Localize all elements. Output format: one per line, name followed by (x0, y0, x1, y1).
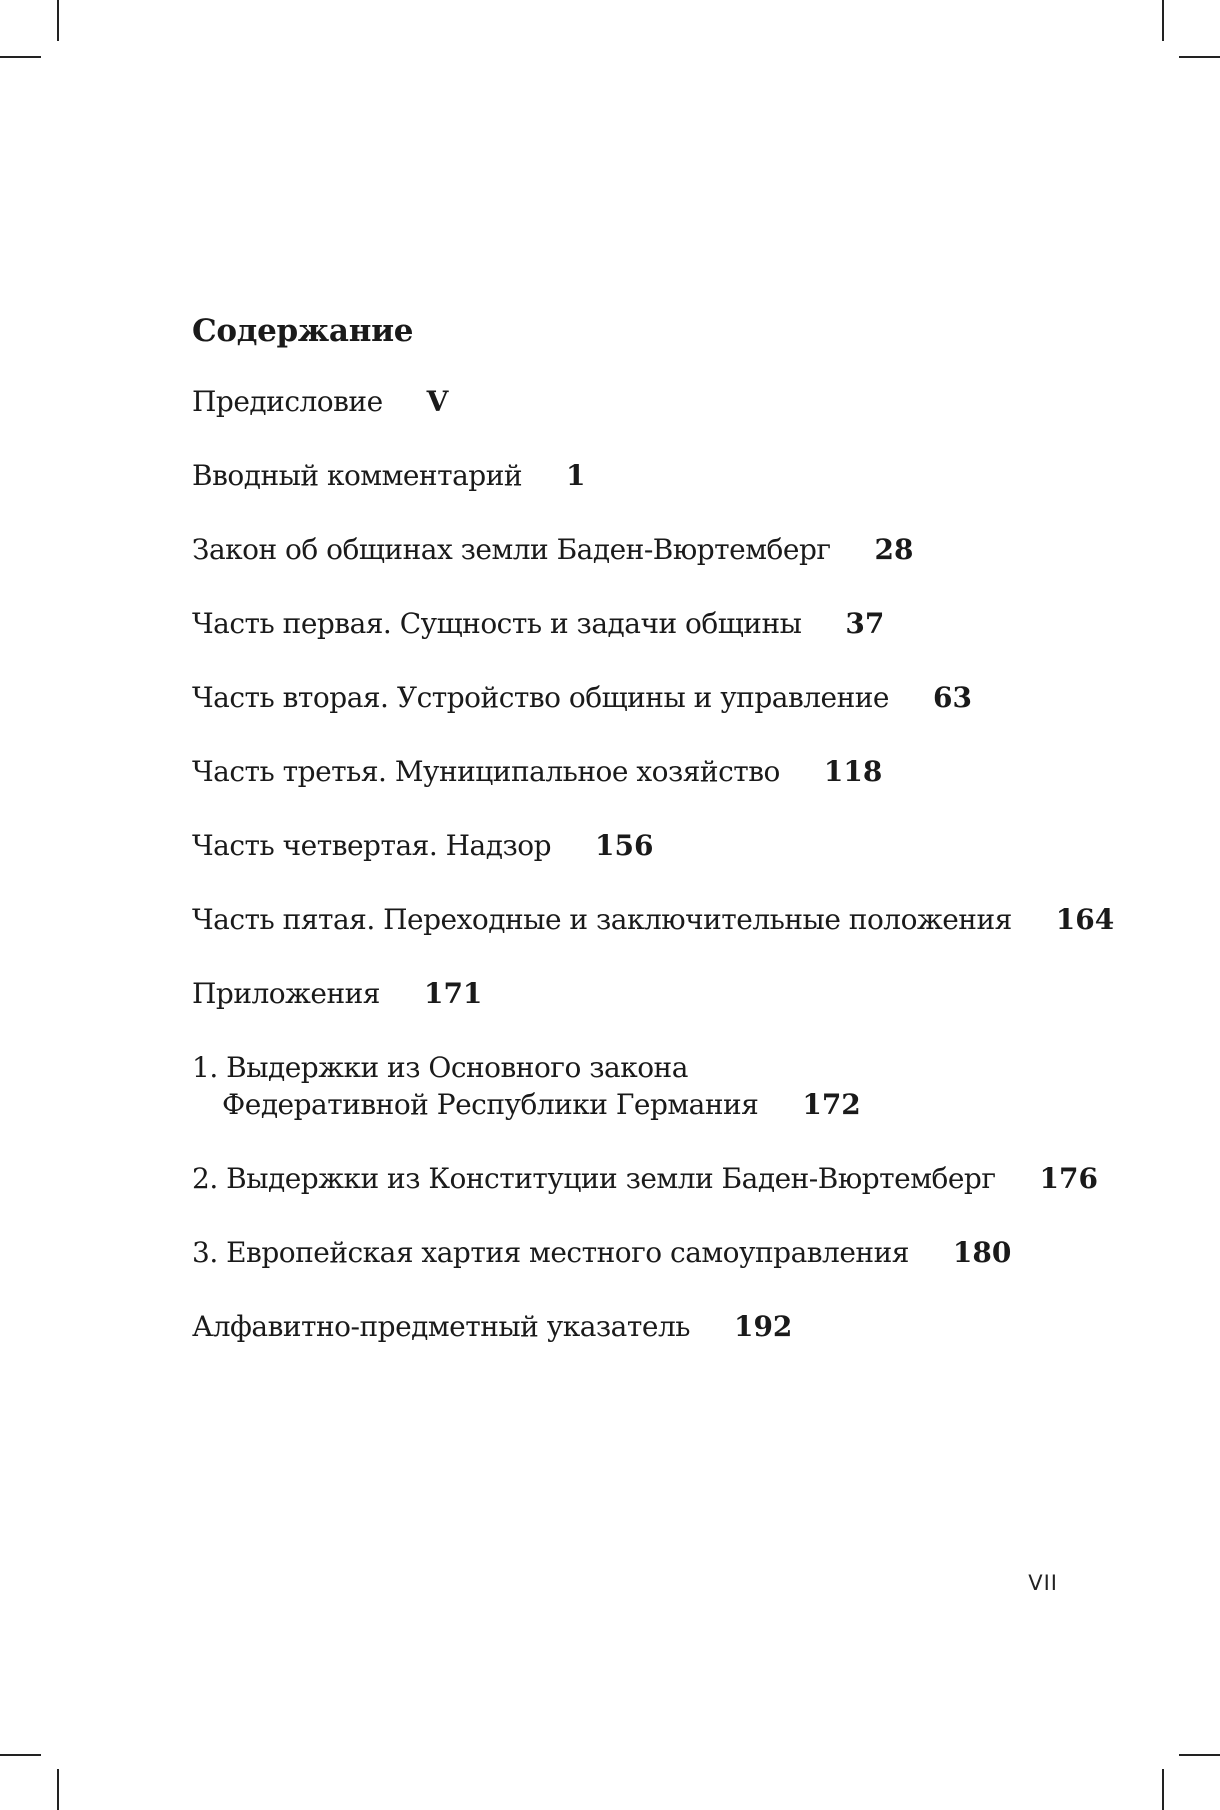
toc-entry[interactable] (192, 975, 1092, 1012)
toc-entry-label: Приложения (192, 977, 380, 1010)
table-of-contents (192, 308, 1115, 1382)
toc-entry-label: 3. Европейская хартия местного самоуправления (192, 1236, 909, 1269)
toc-entry-page: 37 (845, 607, 885, 640)
crop-mark-bottom-right-horizontal (1179, 1754, 1220, 1756)
toc-entry[interactable] (192, 1234, 1092, 1271)
toc-entry-label: Часть первая. Сущность и задачи общины (192, 607, 802, 640)
toc-entry-page: 180 (952, 1236, 1012, 1269)
toc-entry[interactable] (192, 605, 1092, 642)
page-number: VII (1028, 1571, 1058, 1595)
toc-entry-label: 2. Выдержки из Конституции земли Баден-Вюртемберг (192, 1162, 996, 1195)
crop-mark-top-left-vertical (57, 0, 59, 41)
toc-entry-label: Закон об общинах земли Баден-Вюртемберг (192, 533, 831, 566)
toc-entry[interactable] (192, 901, 1115, 938)
toc-entry[interactable] (192, 753, 1092, 790)
toc-entry-label: Часть пятая. Переходные и заключительные положения (192, 903, 1012, 936)
toc-entry-page: 172 (802, 1088, 861, 1121)
toc-entry-label: Предисловие (192, 385, 383, 418)
toc-entry-page: 164 (1055, 903, 1115, 936)
toc-entry-label: Алфавитно-предметный указатель (192, 1310, 690, 1343)
toc-entry[interactable] (192, 1308, 1092, 1345)
toc-entry-page: 171 (423, 977, 483, 1010)
toc-entry-label: Часть вторая. Устройство общины и управление (192, 681, 889, 714)
crop-mark-bottom-right-vertical (1162, 1769, 1164, 1810)
crop-mark-bottom-left-horizontal (0, 1754, 41, 1756)
toc-entry-page: 1 (566, 459, 586, 492)
toc-entry-page: 192 (733, 1310, 793, 1343)
toc-entry-page: 156 (595, 829, 654, 862)
toc-entry[interactable] (192, 827, 1092, 864)
toc-entry-label: 1. Выдержки из Основного закона (192, 1051, 688, 1084)
toc-entry[interactable] (192, 383, 1092, 420)
toc-entry[interactable] (192, 457, 1092, 494)
toc-entry-label: Часть третья. Муниципальное хозяйство (192, 755, 780, 788)
toc-entry-page: 63 (932, 681, 972, 714)
toc-entry-page: V (426, 385, 449, 418)
toc-entry[interactable] (192, 1160, 1098, 1197)
toc-entry-label-continued: Федеративной Республики Германия (222, 1088, 759, 1121)
toc-entry-page: 118 (823, 755, 883, 788)
toc-entry-page: 176 (1039, 1162, 1098, 1195)
toc-entry-label: Вводный комментарий (192, 459, 523, 492)
toc-entry[interactable] (192, 531, 1092, 568)
crop-mark-top-right-vertical (1162, 0, 1164, 41)
toc-entry-page: 28 (874, 533, 914, 566)
crop-mark-top-left-horizontal (0, 56, 41, 58)
toc-entry[interactable] (192, 1049, 1092, 1123)
toc-entry[interactable] (192, 679, 1092, 716)
toc-title: Содержание (192, 313, 414, 349)
toc-entry-label: Часть четвертая. Надзор (192, 829, 552, 862)
toc-list (192, 383, 1115, 1345)
crop-mark-bottom-left-vertical (57, 1769, 59, 1810)
crop-mark-top-right-horizontal (1179, 56, 1220, 58)
